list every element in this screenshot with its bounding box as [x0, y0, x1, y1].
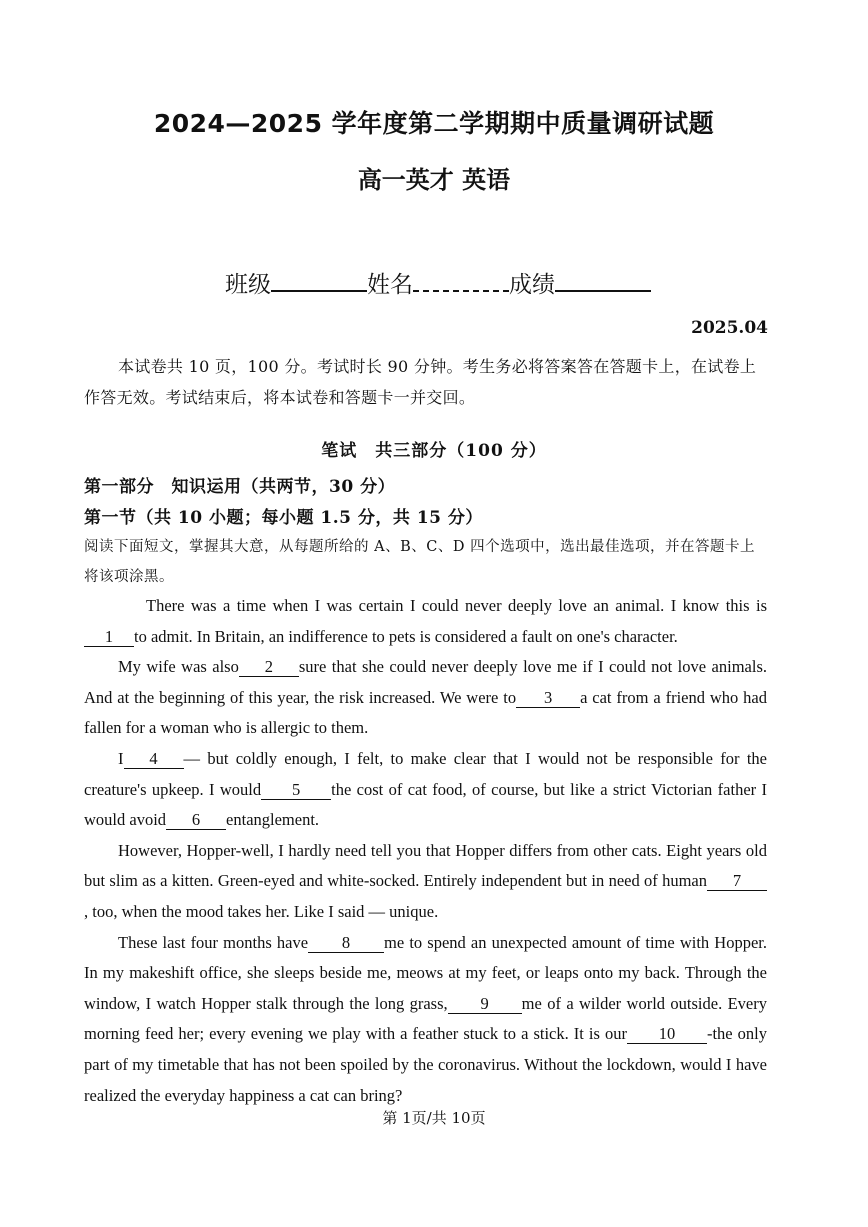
class-field[interactable] [271, 270, 367, 292]
score-field[interactable] [555, 270, 651, 292]
passage-paragraph [84, 591, 767, 652]
score-label: 成绩 [509, 272, 555, 298]
blank-5: 5 [261, 781, 331, 800]
passage-text: to admit. In Britain, an indifference to pets is considered a fault on one's character. [134, 626, 678, 646]
exam-title: 2024—2025 学年度第二学期期中质量调研试题 [153, 109, 715, 138]
section-title: 笔试 共三部分（100 分） [321, 441, 547, 461]
blank-8: 8 [308, 934, 384, 953]
student-info-line [225, 266, 651, 299]
blank-10: 10 [627, 1025, 707, 1044]
instructions: 阅读下面短文，掌握其大意，从每题所给的 A、B、C、D 四个选项中，选出最佳选项，并在答题卡上将该项涂黑。 [84, 539, 756, 585]
passage-paragraph [84, 744, 767, 836]
section1-title: 第一节（共 10 小题；每小题 1.5 分，共 15 分） [84, 508, 483, 528]
blank-1: 1 [84, 628, 134, 647]
passage-text: entanglement. [226, 810, 320, 830]
blank-3: 3 [516, 689, 580, 708]
cloze-passage [84, 591, 767, 1111]
passage-text: There was a time when I was certain I could never deeply love an animal. I know this is [146, 596, 767, 615]
blank-7: 7 [707, 872, 767, 891]
passage-text: me of a wilder world outside. Every morning feed her; every evening we play with a feather stuck to a stick. It is our [84, 993, 767, 1044]
passage-paragraph [84, 928, 767, 1112]
passage-paragraph [84, 652, 767, 744]
name-label: 姓名 [367, 272, 413, 298]
exam-date: 2025.04 [691, 318, 768, 338]
passage-text: These last four months have [118, 932, 309, 952]
passage-text: me to spend an unexpected amount of time with Hopper. In my makeshift office, she sleeps beside me, meows at my feet, or leaps onto my back. Through the window, I watch Hopper stalk through the long grass, [84, 932, 767, 1013]
passage-text: -the only part of my timetable that has not been spoiled by the coronavirus. Without the lockdown, would I have realized the everyday happiness a cat can bring? [84, 1024, 767, 1105]
passage-text: sure that she could never deeply love me if I could not love animals. And at the beginning of this year, the risk increased. We were to [84, 657, 767, 707]
passage-text: My wife was also [118, 657, 239, 677]
blank-9: 9 [448, 995, 522, 1014]
blank-4: 4 [124, 750, 184, 769]
passage-text: a cat from a friend who had fallen for a woman who is allergic to them. [84, 687, 767, 738]
page-number: 第 1页/共 10页 [382, 1109, 486, 1127]
class-label: 班级 [225, 272, 271, 298]
passage-text: — but coldly enough, I felt, to make clear that I would not be responsible for the creature's upkeep. I would [84, 748, 767, 799]
passage-text: I [118, 748, 124, 768]
passage-paragraph [84, 836, 767, 928]
blank-2: 2 [239, 658, 299, 677]
part1-title: 第一部分 知识运用（共两节，30 分） [84, 477, 396, 497]
exam-subtitle: 高一英才 英语 [357, 166, 511, 194]
blank-6: 6 [166, 811, 226, 830]
passage-text: the cost of cat food, of course, but like a strict Victorian father I would avoid [84, 779, 767, 830]
name-field[interactable] [413, 270, 509, 292]
intro-paragraph: 本试卷共 10 页，100 分。考试时长 90 分钟。考生务必将答案答在答题卡上，在试卷上作答无效。考试结束后，将本试卷和答题卡一并交回。 [84, 357, 757, 407]
passage-text: , too, when the mood takes her. Like I said — unique. [84, 901, 439, 921]
passage-text: However, Hopper-well, I hardly need tell you that Hopper differs from other cats. Eight years old but slim as a kitten. Green-eyed and white-socked. Entirely independent but in need of human [84, 840, 767, 891]
